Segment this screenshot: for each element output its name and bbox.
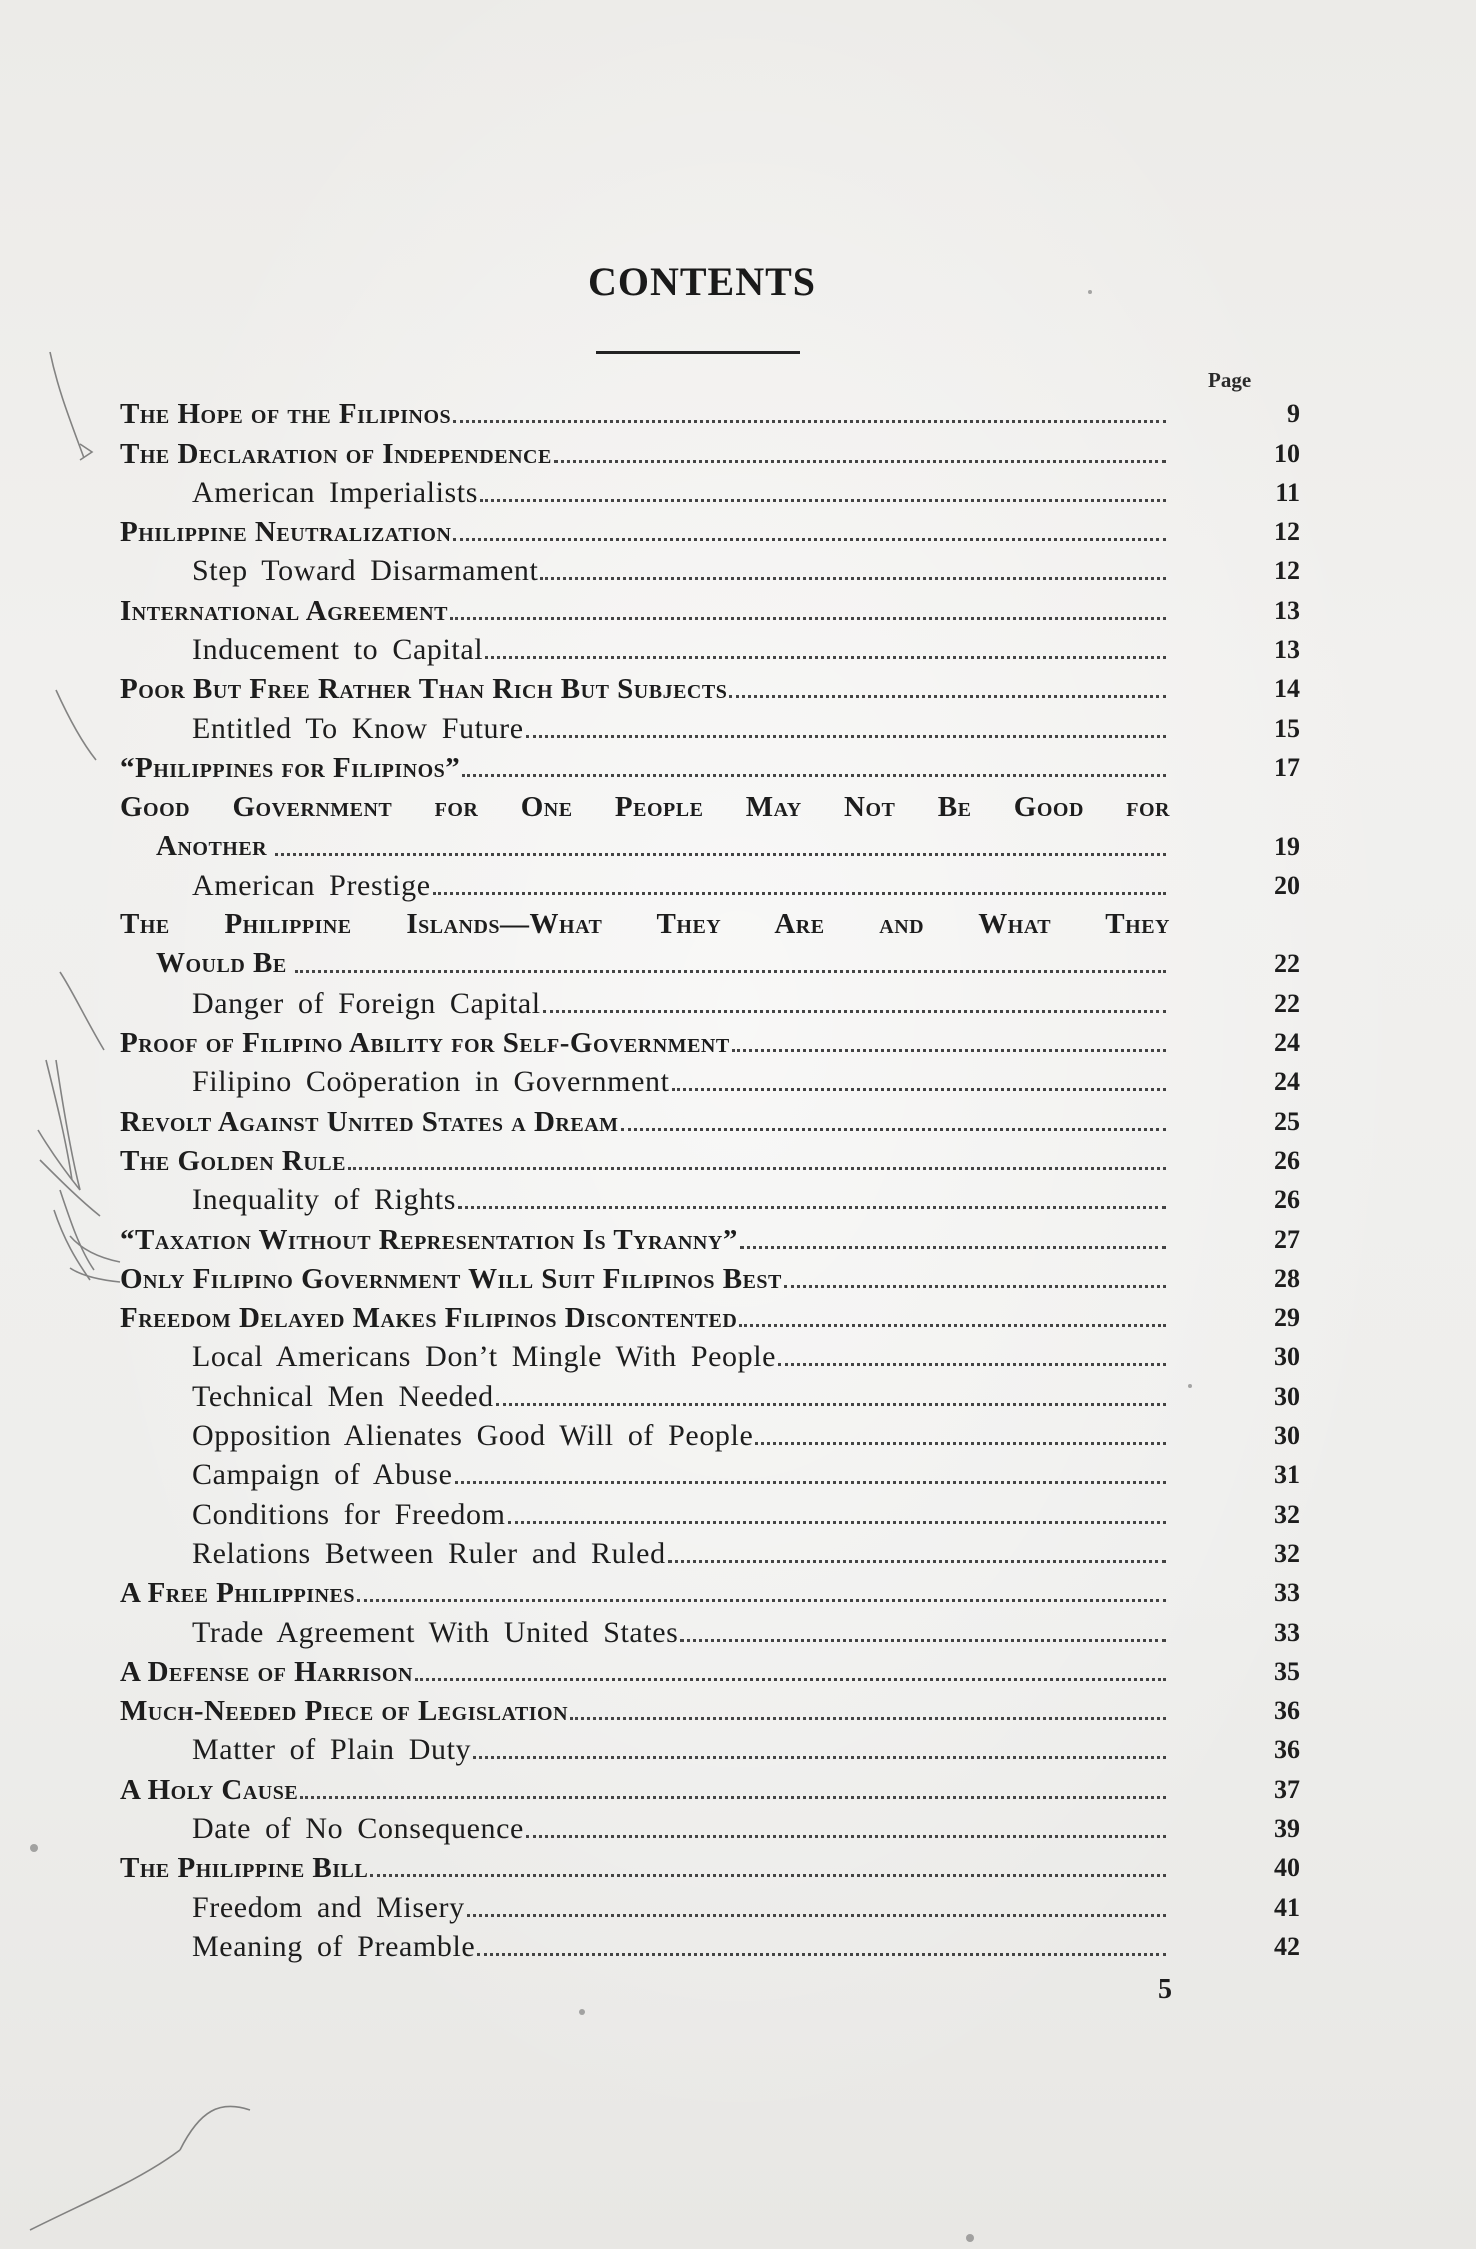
toc-entry bbox=[120, 512, 1300, 551]
toc-entry bbox=[120, 1259, 1300, 1298]
dot-leader bbox=[570, 1717, 1166, 1720]
toc-entry bbox=[120, 1612, 1300, 1651]
pencil-mark bbox=[30, 2150, 180, 2230]
page-number: 5 bbox=[1158, 1974, 1172, 2005]
dot-leader bbox=[485, 656, 1166, 659]
toc-entry bbox=[120, 1573, 1300, 1612]
dot-leader bbox=[526, 1835, 1166, 1838]
pencil-mark bbox=[60, 972, 104, 1050]
dot-leader bbox=[480, 499, 1166, 502]
toc-entry bbox=[120, 630, 1300, 669]
toc-entry-page-number: 15 bbox=[1274, 713, 1300, 743]
toc-entry-page-number: 24 bbox=[1274, 1067, 1300, 1097]
toc-entry-page-number: 22 bbox=[1274, 949, 1300, 979]
dot-leader bbox=[543, 1010, 1166, 1013]
toc-entry bbox=[120, 551, 1300, 590]
toc-entry bbox=[120, 1416, 1300, 1455]
toc-entry-page-number: 13 bbox=[1274, 635, 1300, 665]
toc-entry-page-number: 27 bbox=[1274, 1224, 1300, 1254]
toc-entry bbox=[120, 1494, 1300, 1533]
dot-leader bbox=[540, 577, 1166, 580]
pencil-mark bbox=[54, 1210, 90, 1280]
toc-entry-title: Step Toward Disarmament bbox=[192, 554, 539, 588]
dot-leader bbox=[755, 1442, 1166, 1445]
toc-entry-page-number: 40 bbox=[1274, 1853, 1300, 1883]
toc-entry bbox=[120, 708, 1300, 747]
toc-entry bbox=[120, 1180, 1300, 1219]
dot-leader bbox=[467, 1914, 1166, 1917]
toc-entry-page-number: 20 bbox=[1274, 870, 1300, 900]
toc-entry-title: Campaign of Abuse bbox=[192, 1458, 453, 1492]
toc-entry bbox=[120, 669, 1300, 708]
toc-entry-page-number: 42 bbox=[1274, 1931, 1300, 1961]
toc-entry-title: Date of No Consequence bbox=[192, 1811, 524, 1845]
toc-entry-page-number: 25 bbox=[1274, 1106, 1300, 1136]
dot-leader bbox=[453, 420, 1166, 423]
toc-entry bbox=[120, 1376, 1300, 1415]
toc-entry-title: Freedom and Misery bbox=[192, 1890, 465, 1924]
toc-entry-page-number: 37 bbox=[1274, 1774, 1300, 1804]
toc-entry bbox=[120, 1337, 1300, 1376]
dot-leader bbox=[370, 1874, 1166, 1877]
toc-entry-title: Much-Needed Piece of Legislation bbox=[120, 1695, 569, 1728]
dot-leader bbox=[453, 538, 1166, 541]
toc-entry-title: Inducement to Capital bbox=[192, 633, 484, 667]
dot-leader bbox=[300, 1796, 1166, 1799]
dot-leader bbox=[778, 1363, 1166, 1366]
toc-entry-page-number: 24 bbox=[1274, 1028, 1300, 1058]
toc-entry-page-number: 31 bbox=[1274, 1460, 1300, 1490]
dot-leader bbox=[668, 1560, 1166, 1563]
toc-entry bbox=[120, 1455, 1300, 1494]
toc-entry-page-number: 39 bbox=[1274, 1813, 1300, 1843]
toc-entry-title: Revolt Against United States a Dream bbox=[120, 1105, 619, 1138]
toc-entry-title: The Philippine Islands—What They Are and What They bbox=[120, 908, 1170, 941]
toc-entry bbox=[120, 1141, 1300, 1180]
toc-entry bbox=[120, 1769, 1300, 1808]
dot-leader bbox=[680, 1639, 1166, 1642]
toc-entry-title: Philippine Neutralization bbox=[120, 516, 452, 549]
toc-entry-title: The Declaration of Independence bbox=[120, 437, 552, 470]
pencil-mark bbox=[60, 1190, 94, 1270]
toc-entry-title: Inequality of Rights bbox=[192, 1183, 456, 1217]
toc-entry bbox=[120, 590, 1300, 629]
toc-entry bbox=[120, 1652, 1300, 1691]
toc-entry-page-number: 12 bbox=[1274, 556, 1300, 586]
toc-entry-page-number: 12 bbox=[1274, 517, 1300, 547]
page-column-heading: Page bbox=[1208, 368, 1252, 392]
toc-entry bbox=[120, 473, 1300, 512]
toc-entry-title: Trade Agreement With United States bbox=[192, 1615, 679, 1649]
toc-entry-page-number: 19 bbox=[1274, 831, 1300, 861]
toc-entry bbox=[120, 748, 1300, 787]
toc-entry-page-number: 9 bbox=[1287, 399, 1300, 429]
toc-entry-title: The Golden Rule bbox=[120, 1144, 346, 1177]
toc-entry-page-number: 30 bbox=[1274, 1381, 1300, 1411]
dot-leader bbox=[621, 1128, 1166, 1131]
dot-leader bbox=[739, 1324, 1166, 1327]
dot-leader bbox=[462, 774, 1166, 777]
toc-entry-page-number: 30 bbox=[1274, 1342, 1300, 1372]
toc-entry bbox=[120, 866, 1300, 905]
toc-entry bbox=[120, 1062, 1300, 1101]
toc-entry bbox=[120, 1809, 1300, 1848]
toc-entry-page-number: 41 bbox=[1274, 1892, 1300, 1922]
dot-leader bbox=[357, 1599, 1166, 1602]
toc-entry-page-number: 32 bbox=[1274, 1499, 1300, 1529]
page-title: CONTENTS bbox=[587, 259, 817, 304]
pencil-mark bbox=[180, 2106, 250, 2150]
pencil-mark bbox=[46, 1060, 72, 1180]
dot-leader bbox=[732, 1049, 1166, 1052]
dot-leader bbox=[433, 892, 1166, 895]
toc-entry bbox=[120, 983, 1300, 1022]
toc-entry bbox=[120, 1927, 1300, 1966]
dot-leader bbox=[508, 1521, 1166, 1524]
toc-entry bbox=[120, 394, 1300, 433]
toc-entry bbox=[120, 1534, 1300, 1573]
toc-entry-page-number: 26 bbox=[1274, 1145, 1300, 1175]
pencil-mark bbox=[56, 690, 96, 760]
dot-leader bbox=[496, 1403, 1166, 1406]
toc-entry bbox=[120, 1023, 1300, 1062]
toc-entry-title: Relations Between Ruler and Ruled bbox=[192, 1536, 666, 1570]
toc-entry-title: The Philippine Bill bbox=[120, 1852, 369, 1885]
toc-entry-title: Local Americans Don’t Mingle With People bbox=[192, 1340, 777, 1374]
dot-leader bbox=[784, 1285, 1166, 1288]
dot-leader bbox=[348, 1167, 1166, 1170]
toc-entry-title: International Agreement bbox=[120, 594, 448, 627]
toc-entry-title: Entitled To Know Future bbox=[192, 711, 524, 745]
toc-entry-page-number: 33 bbox=[1274, 1578, 1300, 1608]
pencil-mark bbox=[40, 1160, 100, 1216]
dot-leader bbox=[477, 1953, 1166, 1956]
toc-entry-title: A Holy Cause bbox=[120, 1773, 299, 1806]
title-rule bbox=[596, 351, 800, 354]
toc-entry-title: “Taxation Without Representation Is Tyranny” bbox=[120, 1223, 738, 1256]
toc-entry-title-continued: Would Be bbox=[156, 947, 287, 980]
dot-leader bbox=[415, 1678, 1166, 1681]
toc-entry-title: Matter of Plain Duty bbox=[192, 1733, 472, 1767]
pencil-mark bbox=[80, 444, 92, 460]
toc-entry-title: Opposition Alienates Good Will of People bbox=[192, 1419, 754, 1453]
toc-entry-page-number: 14 bbox=[1274, 674, 1300, 704]
toc-entry-title: A Free Philippines bbox=[120, 1577, 355, 1610]
toc-entry-page-number: 36 bbox=[1274, 1696, 1300, 1726]
toc-entry bbox=[120, 1101, 1300, 1140]
toc-entry bbox=[120, 1219, 1300, 1258]
pencil-mark bbox=[50, 352, 84, 458]
toc-entry bbox=[120, 1848, 1300, 1887]
toc-entry bbox=[120, 1730, 1300, 1769]
dot-leader bbox=[740, 1246, 1166, 1249]
toc-entry bbox=[120, 1691, 1300, 1730]
toc-entry bbox=[120, 787, 1300, 866]
dot-leader bbox=[554, 460, 1166, 463]
toc-entry-title-continued: Another bbox=[156, 829, 268, 862]
toc-entry-page-number: 10 bbox=[1274, 438, 1300, 468]
scan-speck bbox=[966, 2234, 974, 2242]
dot-leader bbox=[455, 1481, 1166, 1484]
toc-entry-title: Good Government for One People May Not Be Good for bbox=[120, 790, 1170, 823]
table-of-contents bbox=[120, 394, 1300, 1966]
toc-entry bbox=[120, 905, 1300, 984]
dot-leader bbox=[295, 970, 1166, 973]
toc-entry-title: Conditions for Freedom bbox=[192, 1497, 506, 1531]
toc-entry-title: Meaning of Preamble bbox=[192, 1929, 476, 1963]
dot-leader bbox=[526, 735, 1166, 738]
toc-entry-page-number: 33 bbox=[1274, 1617, 1300, 1647]
toc-entry-page-number: 13 bbox=[1274, 595, 1300, 625]
toc-entry-title: Filipino Coöperation in Government bbox=[192, 1065, 670, 1099]
toc-entry-title: American Imperialists bbox=[192, 475, 479, 509]
toc-entry-page-number: 36 bbox=[1274, 1735, 1300, 1765]
toc-entry-title: “Philippines for Filipinos” bbox=[120, 751, 461, 784]
toc-entry bbox=[120, 1887, 1300, 1926]
pencil-mark bbox=[70, 1236, 120, 1262]
toc-entry-title: Poor But Free Rather Than Rich But Subjects bbox=[120, 673, 728, 706]
dot-leader bbox=[729, 695, 1166, 698]
toc-entry-page-number: 29 bbox=[1274, 1303, 1300, 1333]
toc-entry-title: American Prestige bbox=[192, 868, 431, 902]
scan-speck bbox=[579, 2009, 585, 2015]
scan-speck bbox=[30, 1844, 38, 1852]
dot-leader bbox=[450, 617, 1166, 620]
dot-leader bbox=[672, 1088, 1166, 1091]
toc-entry-title: Technical Men Needed bbox=[192, 1379, 494, 1413]
toc-entry-title: The Hope of the Filipinos bbox=[120, 398, 452, 431]
toc-entry-page-number: 28 bbox=[1274, 1263, 1300, 1293]
pencil-mark bbox=[70, 1268, 120, 1282]
pencil-mark bbox=[38, 1130, 80, 1190]
toc-entry-page-number: 35 bbox=[1274, 1656, 1300, 1686]
dot-leader bbox=[473, 1756, 1166, 1759]
toc-entry-title: Danger of Foreign Capital bbox=[192, 986, 541, 1020]
toc-entry-page-number: 22 bbox=[1274, 988, 1300, 1018]
dot-leader bbox=[458, 1206, 1166, 1209]
toc-entry-page-number: 17 bbox=[1274, 752, 1300, 782]
toc-entry-page-number: 30 bbox=[1274, 1421, 1300, 1451]
pencil-mark bbox=[56, 1060, 80, 1190]
toc-entry-title: Only Filipino Government Will Suit Filipinos Best bbox=[120, 1262, 782, 1295]
toc-entry-page-number: 26 bbox=[1274, 1185, 1300, 1215]
toc-entry-page-number: 11 bbox=[1275, 477, 1300, 507]
toc-entry bbox=[120, 433, 1300, 472]
dot-leader bbox=[275, 853, 1166, 856]
toc-entry-title: Proof of Filipino Ability for Self-Government bbox=[120, 1027, 730, 1060]
toc-entry-title: Freedom Delayed Makes Filipinos Discontented bbox=[120, 1302, 738, 1335]
toc-entry-title: A Defense of Harrison bbox=[120, 1655, 413, 1688]
toc-entry-page-number: 32 bbox=[1274, 1538, 1300, 1568]
toc-entry bbox=[120, 1298, 1300, 1337]
